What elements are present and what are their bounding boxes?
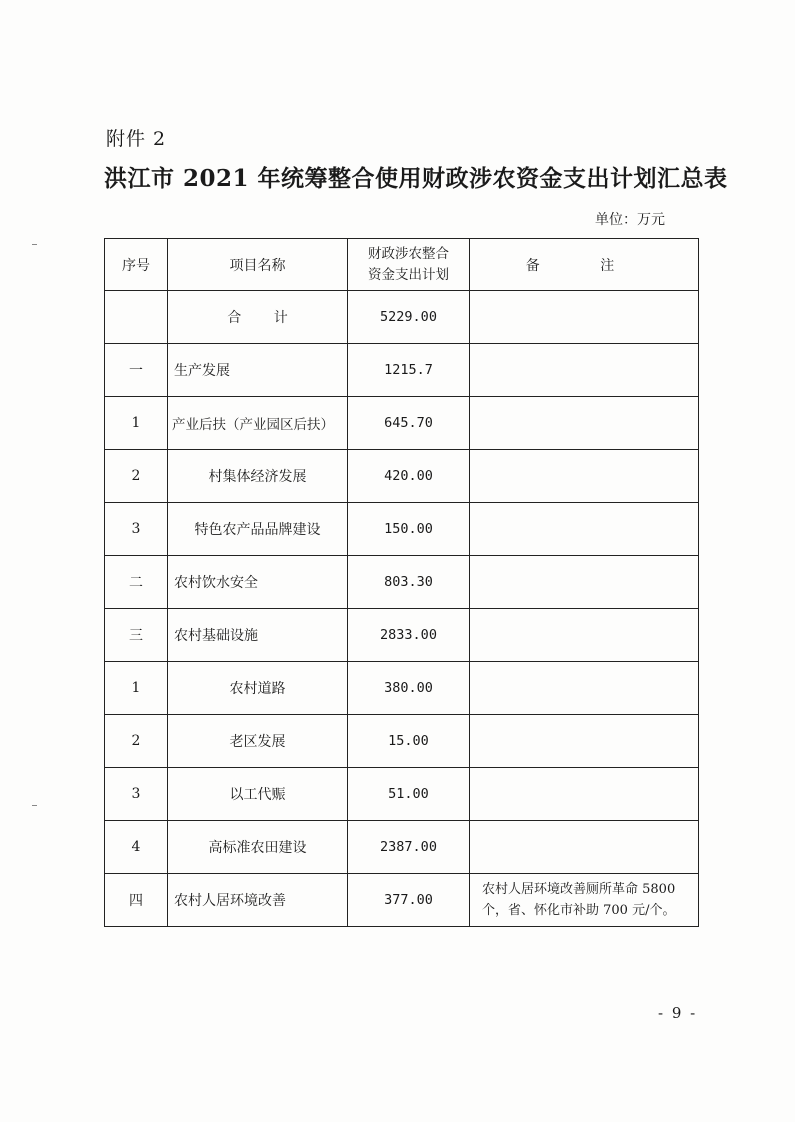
header-index: 序号: [105, 239, 168, 291]
row-amount: 1215.7: [348, 344, 470, 397]
table-row: [105, 662, 699, 715]
attachment-label: 附件 2: [106, 128, 167, 150]
row-index: [105, 291, 168, 344]
row-remark: [470, 768, 699, 821]
row-remark: [470, 397, 699, 450]
row-name: 农村基础设施: [168, 609, 348, 662]
row-index: 二: [105, 556, 168, 609]
row-remark: [470, 450, 699, 503]
row-remark: [470, 609, 699, 662]
row-amount: 5229.00: [348, 291, 470, 344]
scan-mark: [32, 244, 37, 245]
row-name: 产业后扶（产业园区后扶）: [168, 397, 348, 450]
row-name: 农村道路: [168, 662, 348, 715]
row-remark: [470, 662, 699, 715]
row-remark: [470, 821, 699, 874]
table-row: [105, 397, 699, 450]
row-name: 生产发展: [168, 344, 348, 397]
row-name: 农村人居环境改善: [168, 874, 348, 927]
row-name: 老区发展: [168, 715, 348, 768]
row-name: 合 计: [168, 291, 348, 344]
row-index: 3: [105, 768, 168, 821]
row-amount: 2387.00: [348, 821, 470, 874]
unit-label: 单位：万元: [595, 212, 665, 228]
page-number: - 9 -: [658, 1004, 698, 1022]
row-index: 2: [105, 450, 168, 503]
header-amount-line1: 财政涉农整合: [368, 245, 449, 262]
row-amount: 377.00: [348, 874, 470, 927]
row-index: 一: [105, 344, 168, 397]
table-row: [105, 344, 699, 397]
table-row: [105, 874, 699, 927]
row-name: 特色农产品品牌建设: [168, 503, 348, 556]
table-row: [105, 715, 699, 768]
row-index: 4: [105, 821, 168, 874]
table-row-total: [105, 291, 699, 344]
table-row: [105, 503, 699, 556]
header-amount: [348, 239, 470, 291]
row-index: 1: [105, 397, 168, 450]
row-amount: 150.00: [348, 503, 470, 556]
row-remark: [470, 715, 699, 768]
row-amount: 803.30: [348, 556, 470, 609]
row-amount: 51.00: [348, 768, 470, 821]
table-row: [105, 450, 699, 503]
row-index: 1: [105, 662, 168, 715]
row-index: 3: [105, 503, 168, 556]
row-name: 以工代赈: [168, 768, 348, 821]
row-amount: 380.00: [348, 662, 470, 715]
row-name: 高标准农田建设: [168, 821, 348, 874]
table-row: [105, 768, 699, 821]
row-amount: 2833.00: [348, 609, 470, 662]
row-remark: [470, 503, 699, 556]
header-remark: 备 注: [470, 239, 699, 291]
row-name: 村集体经济发展: [168, 450, 348, 503]
row-remark: [470, 291, 699, 344]
table-row: [105, 556, 699, 609]
row-remark: [470, 556, 699, 609]
header-name: 项目名称: [168, 239, 348, 291]
row-remark: [470, 344, 699, 397]
row-index: 四: [105, 874, 168, 927]
page-title: 洪江市 2021 年统筹整合使用财政涉农资金支出计划汇总表: [104, 165, 728, 192]
header-amount-line2: 资金支出计划: [368, 266, 449, 283]
row-index: 三: [105, 609, 168, 662]
row-name: 农村饮水安全: [168, 556, 348, 609]
row-amount: 645.70: [348, 397, 470, 450]
row-amount: 15.00: [348, 715, 470, 768]
table-row: [105, 821, 699, 874]
row-remark: 农村人居环境改善厕所革命 5800 个，省、怀化市补助 700 元/个。: [470, 874, 699, 927]
table-row: [105, 609, 699, 662]
row-amount: 420.00: [348, 450, 470, 503]
table-header-row: [105, 239, 699, 291]
row-index: 2: [105, 715, 168, 768]
budget-table: [104, 238, 699, 927]
scan-mark: [32, 805, 37, 806]
